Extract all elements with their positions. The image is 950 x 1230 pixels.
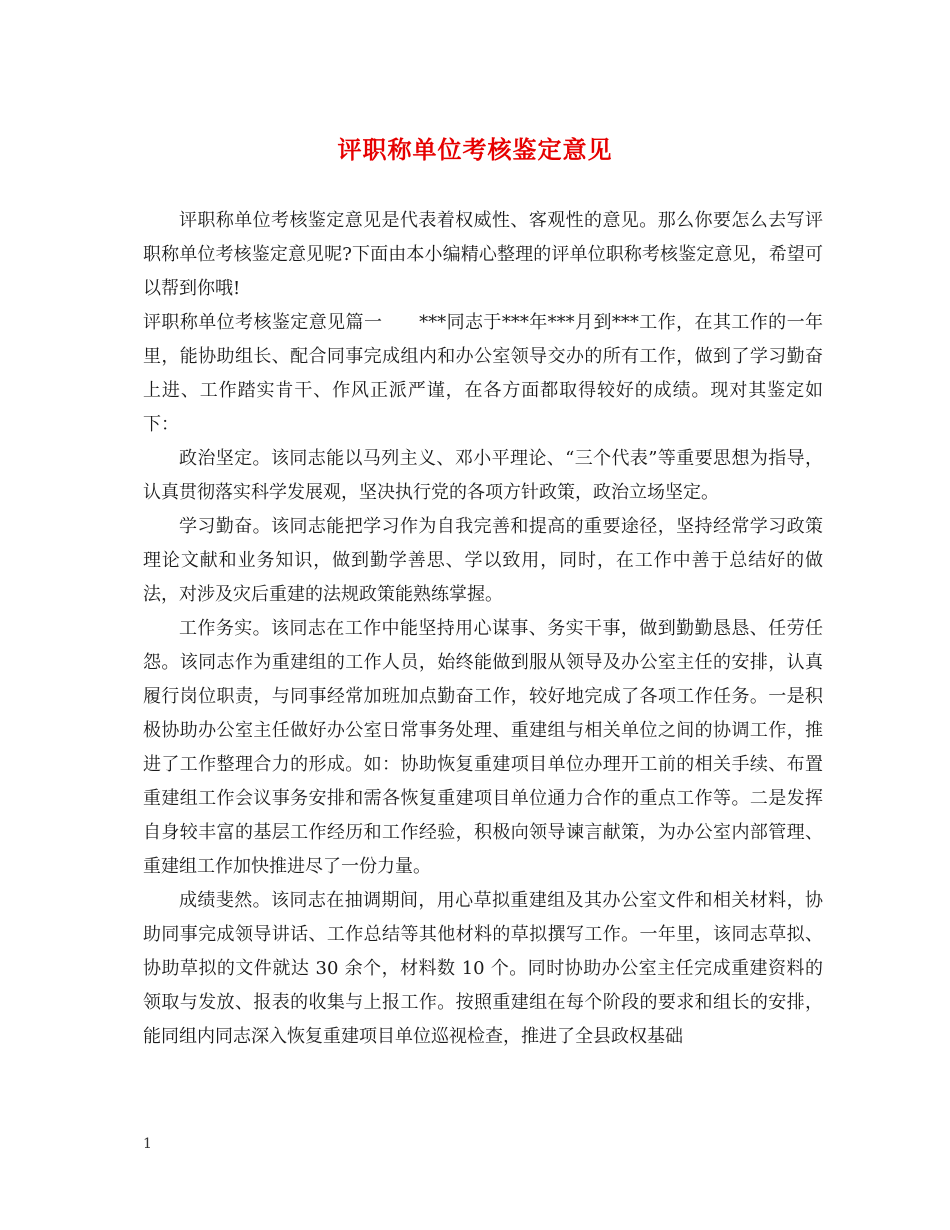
document-title: 评职称单位考核鉴定意见 <box>337 135 613 164</box>
work-paragraph: 工作务实。该同志在工作中能坚持用心谋事、务实干事，做到勤勤恳恳、任劳任怨。该同志作为重建组的工作人员，始终能做到服从领导及办公室主任的安排，认真履行岗位职责，与同事经常加班加点勤奋工作，较好地完成了各项工作任务。一是积极协助办公室主任做好办公室日常事务处理、重建组与相关单位之间的协调工作，推进了工作整理合力的形成。如：协助恢复重建项目单位办理开工前的相关手续、布置重建组工作会议事务安排和需各恢复重建项目单位通力合作的重点工作等。二是发挥自身较丰富的基层工作经历和工作经验，积极向领导谏言献策，为办公室内部管理、重建组工作加快推进尽了一份力量。 <box>143 618 823 877</box>
intro-paragraph: 评职称单位考核鉴定意见是代表着权威性、客观性的意见。那么你要怎么去写评职称单位考核鉴定意见呢?下面由本小编精心整理的评单位职称考核鉴定意见，希望可以帮到你哦! <box>143 210 823 299</box>
section-heading-paragraph: 评职称单位考核鉴定意见篇一 ***同志于***年***月到***工作，在其工作的一年里，能协助组长、配合同事完成组内和办公室领导交办的所有工作，做到了学习勤奋上进、工作踏实肯干、作风正派严谨，在各方面都取得较好的成绩。现对其鉴定如下： <box>143 312 823 435</box>
achievement-paragraph: 成绩斐然。该同志在抽调期间，用心草拟重建组及其办公室文件和相关材料，协助同事完成领导讲话、工作总结等其他材料的草拟撰写工作。一年里，该同志草拟、协助草拟的文件就达 30 余个，材料数 10 个。同时协助办公室主任完成重建资料的领取与发放、报表的收集与上报工作。按照重建组在每个阶段的要求和组长的安排，能同组内同志深入恢复重建项目单位巡视检查，推进了全县政权基础 <box>143 890 823 1047</box>
politics-paragraph: 政治坚定。该同志能以马列主义、邓小平理论、“三个代表”等重要思想为指导，认真贯彻落实科学发展观，坚决执行党的各项方针政策，政治立场坚定。 <box>143 448 823 503</box>
page-number: 1 <box>143 1136 152 1152</box>
study-paragraph: 学习勤奋。该同志能把学习作为自我完善和提高的重要途径，坚持经常学习政策理论文献和业务知识，做到勤学善思、学以致用，同时，在工作中善于总结好的做法，对涉及灾后重建的法规政策能熟练掌握。 <box>143 516 823 605</box>
document-body <box>143 204 823 1054</box>
